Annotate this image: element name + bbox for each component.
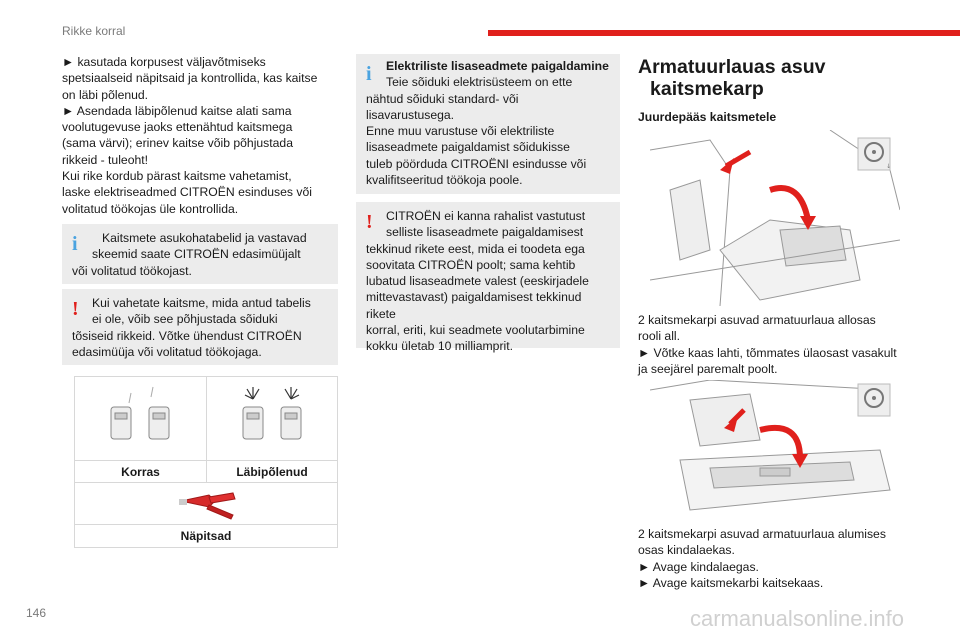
fuse-blown-illustration: [207, 377, 337, 460]
text-line: 2 kaitsmekarpi asuvad armatuurlaua allosas: [638, 313, 876, 327]
col3-para2: [638, 526, 938, 591]
note-line: edasimüüja või volitatud töökojaga.: [72, 344, 262, 359]
pliers-illustration: [75, 482, 337, 524]
table-label-pliers: Näpitsad: [75, 524, 337, 547]
text-line: ► Avage kindalaegas.: [638, 559, 759, 574]
info-icon: i: [72, 233, 78, 255]
info-note-accessories: [356, 54, 620, 194]
svg-text:↓: ↓: [886, 163, 892, 170]
text-line: volitatud töökojas üle kontrollida.: [62, 201, 239, 216]
note-line: kvalifitseeritud töökoja poole.: [366, 173, 523, 188]
fuse-ok-illustration: [75, 377, 207, 460]
watermark: carmanualsonline.info: [690, 606, 905, 631]
glovebox-fusebox-illustration: [650, 380, 900, 518]
info-icon: i: [366, 63, 372, 85]
text-line: Kui rike kordub pärast kaitsme vahetamist,: [62, 169, 292, 184]
note-line: skeemid saate CITROËN edasimüüjalt: [92, 247, 301, 262]
note-line: selliste lisaseadmete paigaldamisest: [386, 225, 584, 240]
steering-wheel-icon: [858, 138, 891, 170]
page-number: 146: [26, 606, 47, 620]
note-line: lisaseadmete paigaldamist sõidukisse: [366, 140, 570, 155]
note-line: Enne muu varustuse või elektriliste: [366, 124, 555, 139]
note-line: lisavarustusega.: [366, 107, 455, 122]
fuse-table: [74, 376, 338, 548]
section-header: Rikke korral: [62, 24, 126, 38]
note-line: Teie sõiduki elektrisüsteem on ette: [386, 75, 573, 90]
text-line: ► Võtke kaas lahti, tõmmates ülaosast vasakult: [638, 345, 897, 360]
text-line: voolutugevuse jaoks ettenähtud kaitsmega: [62, 120, 293, 135]
note-line: mittevastavast) paigaldamisest tekkinud rikete: [366, 290, 582, 321]
note-line: tekkinud rikete eest, mida ei toodeta ega: [366, 241, 585, 256]
warning-icon: !: [72, 298, 79, 320]
warning-note-liability: [356, 202, 620, 354]
section-title: [638, 56, 938, 100]
text-line: laske elektriseadmed CITROËN esinduses või: [62, 185, 312, 200]
title-line: kaitsmekarp: [650, 78, 764, 100]
note-line: kokku ületab 10 milliamprit.: [366, 339, 513, 354]
note-line: soovitata CITROËN poolt; sama kehtib: [366, 257, 576, 272]
text-line: rooli all.: [638, 329, 680, 344]
note-line: ei ole, võib see põhjustada sõiduki: [92, 312, 278, 327]
text-line: rikkeid - tuleoht!: [62, 152, 149, 167]
col1-text: [62, 54, 337, 217]
header-accent-bar: [488, 30, 960, 36]
note-line: CITROËN ei kanna rahalist vastutust: [386, 209, 586, 223]
text-line: ja seejärel paremalt poolt.: [638, 361, 778, 376]
dashboard-lower-fusebox-illustration: [650, 130, 900, 306]
text-line: ► kasutada korpusest väljavõtmiseks: [62, 55, 266, 69]
warning-note-fuse: [62, 289, 338, 365]
table-header-ok: Korras: [75, 460, 207, 482]
note-line: tuleb pöörduda CITROËNI esindusse või: [366, 156, 587, 171]
note-line: või volitatud töökojast.: [72, 263, 192, 278]
steering-wheel-icon: [858, 384, 890, 416]
col3-para1: [638, 312, 938, 377]
text-line: ► Asendada läbipõlenud kaitse alati sama: [62, 103, 292, 118]
text-line: ► Avage kaitsmekarbi kaitsekaas.: [638, 575, 824, 590]
text-line: osas kindalaekas.: [638, 543, 735, 558]
note-line: lubatud lisaseadmete valest (eeskirjadele: [366, 274, 589, 289]
text-line: 2 kaitsmekarpi asuvad armatuurlaua alumises: [638, 527, 886, 541]
note-line: Kui vahetate kaitsme, mida antud tabelis: [92, 296, 311, 310]
note-line: tõsiseid rikkeid. Võtke ühendust CITROËN: [72, 328, 302, 343]
subsection-title: Juurdepääs kaitsmetele: [638, 110, 777, 124]
text-line: (sama värvi); erinev kaitse võib põhjustada: [62, 136, 293, 151]
note-line: nähtud sõiduki standard- või: [366, 91, 519, 106]
info-note-fuse-tables: [62, 224, 338, 284]
title-line: Armatuurlauas asuv: [638, 56, 826, 78]
text-line: spetsiaalseid näpitsaid ja kontrollida, kas kaitse: [62, 71, 318, 86]
text-line: on läbi põlenud.: [62, 87, 149, 102]
note-line: korral, eriti, kui seadmete voolutarbimine: [366, 323, 585, 338]
warning-icon: !: [366, 211, 373, 233]
note-line: Kaitsmete asukohatabelid ja vastavad: [102, 231, 307, 245]
table-header-blown: Läbipõlenud: [207, 460, 337, 482]
note-title: Elektriliste lisaseadmete paigaldamine: [386, 59, 609, 73]
